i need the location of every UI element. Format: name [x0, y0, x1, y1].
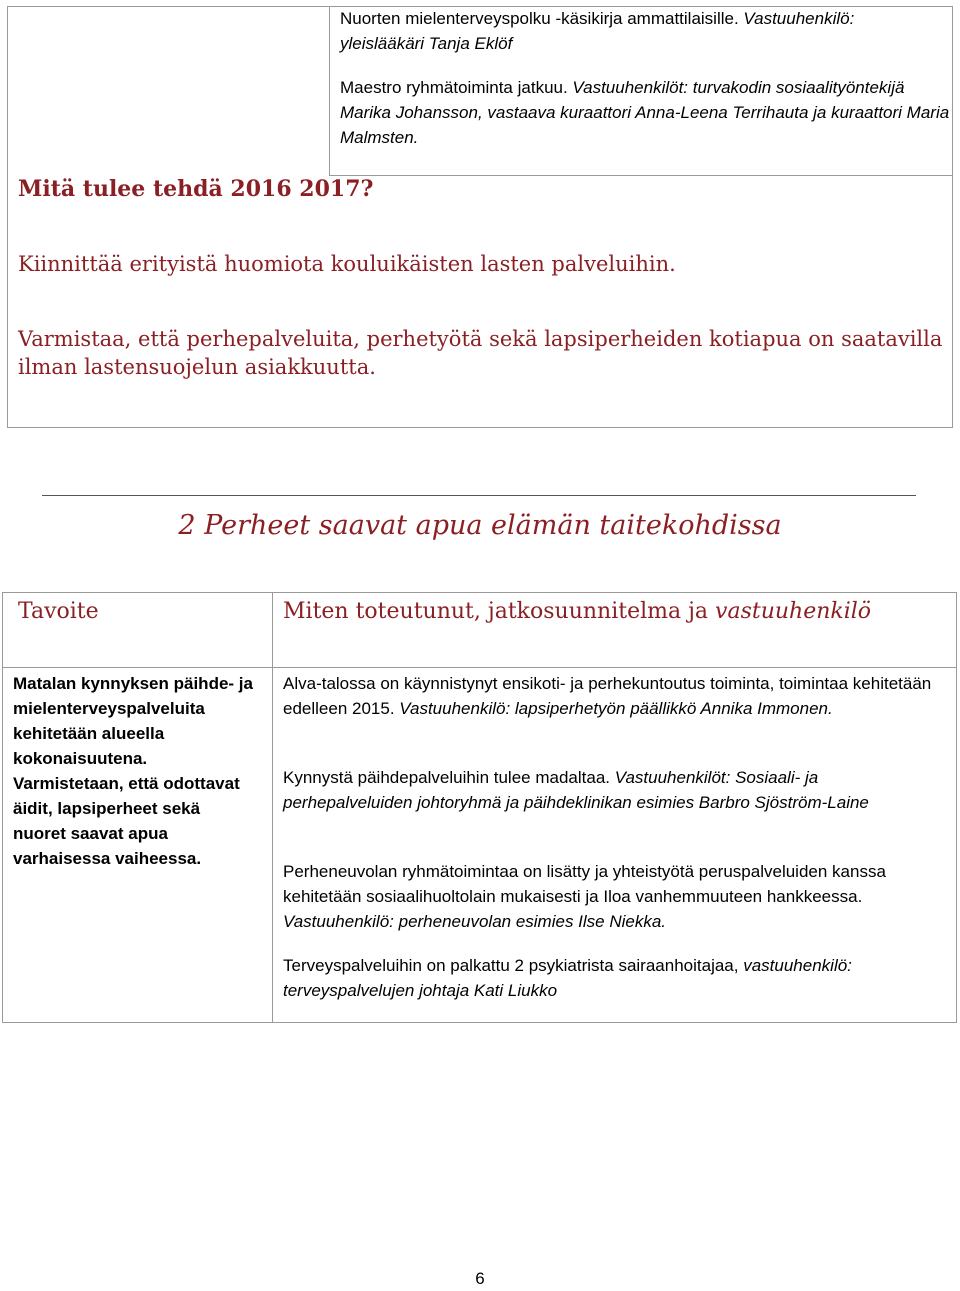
entry-2: Kynnystä päihdepalveluihin tulee madaltaa. Vastuuhenkilöt: Sosiaali- ja perhepalveluiden johtoryhmä ja päihdeklinikan esimies Barbro Sjöström-Laine — [283, 768, 869, 812]
section-title: 2 Perheet saavat apua elämän taitekohdissa — [178, 510, 782, 541]
action-2: Varmistaa, että perhepalveluita, perhetyötä sekä lapsiperheiden kotiapua on saatavilla ilman lastensuojelun asiakkuutta. — [18, 327, 943, 379]
section-rule — [42, 495, 916, 496]
entry-3: Perheneuvolan ryhmätoimintaa on lisätty ja yhteistyötä peruspalveluiden kanssa kehitetään sosiaalihuoltolain mukaisesti ja Iloa vanhemmuuteen hankkeessa. Vastuuhenkilö: perheneuvolan esimies Ilse Niekka. — [283, 862, 886, 931]
action-1: Kiinnittää erityistä huomiota kouluikäisten lasten palveluihin. — [18, 252, 676, 276]
table-header-how: Miten toteutunut, jatkosuunnitelma ja vastuuhenkilö — [283, 599, 872, 624]
goal-text: Matalan kynnyksen päihde- ja mielenterveyspalveluita kehitetään alueella kokonaisuutena. Varmistetaan, että odottavat äidit, lapsiperheet sekä nuoret saavat apua varhaisessa vaiheessa. — [13, 674, 253, 868]
top-box-paragraph-1: Nuorten mielenterveyspolku -käsikirja ammattilaisille. Vastuuhenkilö: yleislääkäri Tanja Eklöf — [340, 9, 855, 53]
table-header-goal: Tavoite — [18, 599, 99, 624]
page-number: 6 — [475, 1269, 485, 1288]
question-heading: Mitä tulee tehdä 2016 2017? — [18, 176, 374, 202]
top-box-paragraph-2: Maestro ryhmätoiminta jatkuu. Vastuuhenkilöt: turvakodin sosiaalityöntekijä Marika Johansson, vastaava kuraattori Anna-Leena Terrihauta ja kuraattori Maria Malmsten. — [340, 78, 950, 147]
entry-1: Alva-talossa on käynnistynyt ensikoti- ja perhekuntoutus toiminta, toimintaa kehitetään edelleen 2015. Vastuuhenkilö: lapsiperhetyön päällikkö Annika Immonen. — [283, 674, 932, 718]
entry-4: Terveyspalveluihin on palkattu 2 psykiatrista sairaanhoitajaa, vastuuhenkilö: terveyspalvelujen johtaja Kati Liukko — [283, 956, 852, 1000]
